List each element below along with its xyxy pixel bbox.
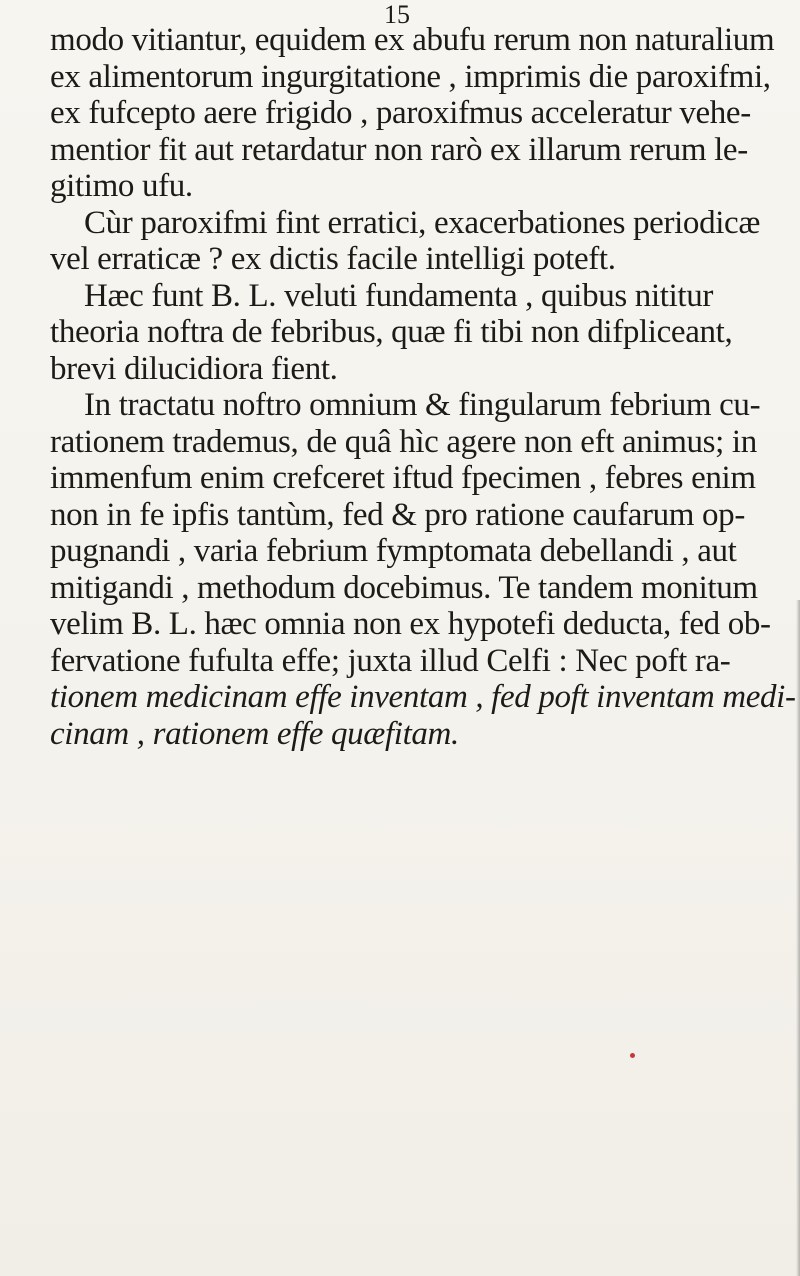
text-line: rationem trademus, de quâ hìc agere non eft animus; in bbox=[50, 423, 757, 460]
text-line: ex fufcepto aere frigido , paroxifmus acceleratur vehe- bbox=[50, 95, 751, 131]
paragraph-start-line: Hæc funt B. L. veluti fundamenta , quibus nititur bbox=[84, 277, 714, 314]
text-line: mitigandi , methodum docebimus. Te tandem monitum bbox=[50, 569, 758, 606]
ink-speck bbox=[630, 1053, 635, 1058]
quotation-line: tionem medicinam effe inventam , fed poft inventam medi- bbox=[50, 679, 796, 715]
page-number: 15 bbox=[384, 0, 410, 29]
text-line: brevi dilucidiora fient. bbox=[50, 350, 338, 387]
text-line: mentior fit aut retardatur non rarò ex illarum rerum le- bbox=[50, 131, 748, 168]
text-line: pugnandi , varia febrium fymptomata debellandi , aut bbox=[50, 533, 737, 569]
text-line: gitimo ufu. bbox=[50, 168, 193, 204]
text-line: ex alimentorum ingurgitatione , imprimis die paroxifmi, bbox=[50, 58, 771, 95]
text-line: velim B. L. hæc omnia non ex hypotefi deducta, fed ob- bbox=[50, 606, 771, 642]
text-line: modo vitiantur, equidem ex abufu rerum non naturalium bbox=[50, 22, 775, 58]
body-text bbox=[50, 22, 796, 752]
text-line: vel erraticæ ? ex dictis facile intelligi poteft. bbox=[50, 241, 616, 277]
text-line: immenfum enim crefceret iftud fpecimen , febres enim bbox=[50, 460, 756, 496]
text-line: theoria noftra de febribus, quæ fi tibi non difpliceant, bbox=[50, 314, 733, 350]
paragraph-start-line: In tractatu noftro omnium & fingularum febrium cu- bbox=[84, 387, 761, 423]
text-line: fervatione fufulta effe; juxta illud Celfi : Nec poft ra- bbox=[50, 642, 731, 679]
text-line: non in fe ipfis tantùm, fed & pro ratione caufarum op- bbox=[50, 496, 745, 533]
quotation-line: cinam , rationem effe quæfitam. bbox=[50, 715, 459, 752]
paragraph-start-line: Cùr paroxifmi fint erratici, exacerbationes periodicæ bbox=[84, 204, 761, 241]
page-edge-shadow bbox=[796, 600, 800, 1276]
